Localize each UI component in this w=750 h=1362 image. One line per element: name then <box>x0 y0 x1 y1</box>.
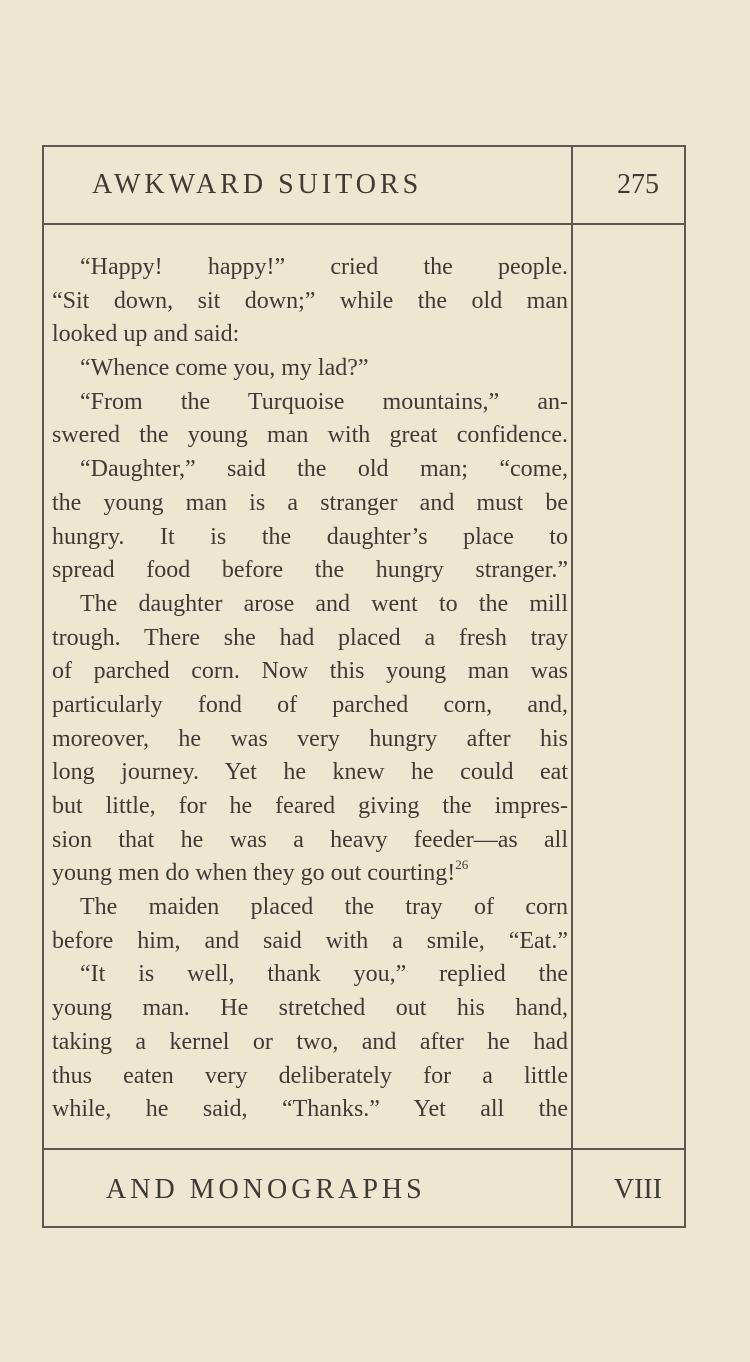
text-line-content: young men do when they go out courting! <box>52 860 456 887</box>
footnote-marker: 26 <box>455 857 469 873</box>
footer-series-title: AND MONOGRAPHS <box>106 1174 426 1205</box>
column-divider <box>571 147 573 1226</box>
text-line: particularly fond of parched corn, and, <box>52 691 568 718</box>
page-footer <box>44 1148 684 1226</box>
body-text <box>52 251 568 1127</box>
text-line: young man. He stretched out his hand, <box>52 995 568 1022</box>
text-line: “It is well, thank you,” replied the <box>80 961 568 988</box>
text-line: trough. There she had placed a fresh tray <box>52 624 568 651</box>
text-line: sion that he was a heavy feeder—as all <box>52 826 568 853</box>
text-line: looked up and said: <box>52 321 240 348</box>
text-line: before him, and said with a smile, “Eat.” <box>52 927 568 954</box>
page-frame <box>42 145 686 1228</box>
text-line: long journey. Yet he knew he could eat <box>52 759 568 786</box>
text-line: spread food before the hungry stranger.” <box>52 557 568 584</box>
text-line: while, he said, “Thanks.” Yet all the <box>52 1096 568 1123</box>
text-line: “Whence come you, my lad?” <box>80 355 369 382</box>
footer-volume-number: VIII <box>613 1174 663 1205</box>
text-line: moreover, he was very hungry after his <box>52 725 568 752</box>
text-line: hungry. It is the daughter’s place to <box>52 523 568 550</box>
text-line: thus eaten very deliberately for a little <box>52 1062 568 1089</box>
text-line: the young man is a stranger and must be <box>52 489 568 516</box>
text-line: The maiden placed the tray of corn <box>80 894 568 921</box>
text-line-with-footnote <box>52 857 568 891</box>
running-header <box>44 147 684 225</box>
text-line: but little, for he feared giving the impres- <box>52 793 568 819</box>
text-line: “Happy! happy!” cried the people. <box>80 254 568 280</box>
text-line: “Sit down, sit down;” while the old man <box>52 287 568 314</box>
text-line: swered the young man with great confidence. <box>52 422 568 449</box>
text-line: “From the Turquoise mountains,” an- <box>80 388 568 415</box>
running-head-title: AWKWARD SUITORS <box>92 169 423 200</box>
text-line: “Daughter,” said the old man; “come, <box>80 456 568 483</box>
text-line: of parched corn. Now this young man was <box>52 658 568 685</box>
text-line: taking a kernel or two, and after he had <box>52 1028 568 1055</box>
page-number: 275 <box>617 169 659 200</box>
text-line: The daughter arose and went to the mill <box>80 590 568 617</box>
